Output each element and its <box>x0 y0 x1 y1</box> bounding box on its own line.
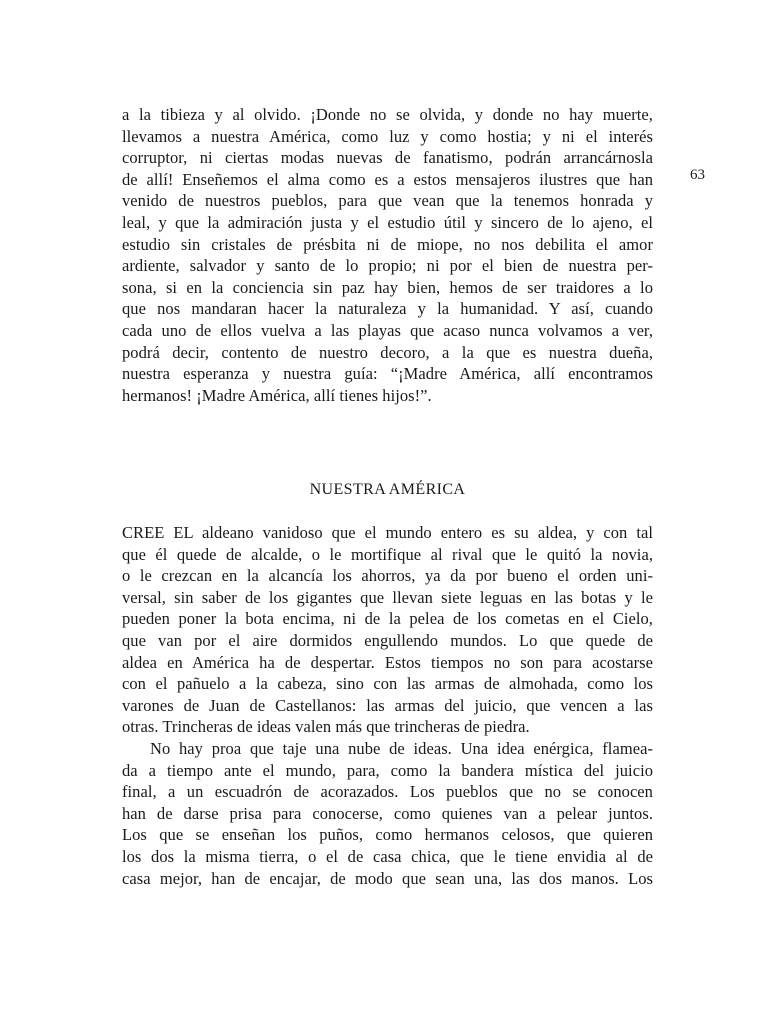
text-line: versal, sin saber de los gigantes que llevan siete leguas en las botas y le <box>122 587 653 607</box>
text-line: con el pañuelo a la cabeza, sino con las armas de almohada, como los <box>122 674 653 694</box>
text-line: otras. Trincheras de ideas valen más que trincheras de piedra. <box>122 717 530 737</box>
section-title: NUESTRA AMÉRICA <box>309 481 466 498</box>
essay-body <box>122 522 653 889</box>
text-line: da a tiempo ante el mundo, para, como la bandera mística del juicio <box>122 760 653 780</box>
page-number: 63 <box>690 167 705 183</box>
text-line: a la tibieza y al olvido. ¡Donde no se olvida, y donde no hay muerte, <box>122 105 653 124</box>
text-line: de allí! Enseñemos el alma como es a estos mensajeros ilustres que han <box>122 169 653 189</box>
text-line: nuestra esperanza y nuestra guía: “¡Madre América, allí encontramos <box>122 364 653 384</box>
text-line: hermanos! ¡Madre América, allí tienes hijos!”. <box>122 385 432 405</box>
text-line: CREE EL aldeano vanidoso que el mundo entero es su aldea, y con tal <box>122 523 653 542</box>
essay-paragraph-1 <box>122 522 653 738</box>
text-line: pueden poner la bota encima, ni de la pelea de los cometas en el Cielo, <box>122 609 653 629</box>
text-line: que él quede de alcalde, o le mortifique al rival que le quitó la novia, <box>122 544 653 564</box>
text-line: No hay proa que taje una nube de ideas. Una idea enérgica, flamea- <box>150 738 653 758</box>
text-line: han de darse prisa para conocerse, como quienes van a pelear juntos. <box>122 803 653 823</box>
text-line: podrá decir, contento de nuestro decoro, a la que es nuestra dueña, <box>122 342 653 362</box>
text-line: los dos la misma tierra, o el de casa chica, que le tiene envidia al de <box>122 846 653 866</box>
text-line: aldea en América ha de despertar. Estos tiempos no son para acostarse <box>122 652 653 672</box>
text-line: Los que se enseñan los puños, como hermanos celosos, que quieren <box>122 825 653 845</box>
text-line: leal, y que la admiración justa y el estudio útil y sincero de lo ajeno, el <box>122 212 653 232</box>
text-line: corruptor, ni ciertas modas nuevas de fanatismo, podrán arrancárnosla <box>122 148 653 168</box>
text-line: final, a un escuadrón de acorazados. Los pueblos que no se conocen <box>122 782 653 802</box>
text-line: cada uno de ellos vuelva a las playas que acaso nunca volvamos a ver, <box>122 320 653 340</box>
text-line: estudio sin cristales de présbita ni de miope, no nos debilita el amor <box>122 234 653 254</box>
text-line: casa mejor, han de encajar, de modo que sean una, las dos manos. Los <box>122 868 653 888</box>
text-line: ardiente, salvador y santo de lo propio; ni por el bien de nuestra per- <box>122 256 653 276</box>
text-line: que nos mandaran hacer la naturaleza y la humanidad. Y así, cuando <box>122 299 653 319</box>
text-line: varones de Juan de Castellanos: las armas del juicio, que vencen a las <box>122 695 653 715</box>
text-line: que van por el aire dormidos engullendo mundos. Lo que quede de <box>122 630 653 650</box>
continuation-paragraph <box>122 104 653 406</box>
essay-paragraph-2 <box>122 738 653 889</box>
text-line: venido de nuestros pueblos, para que vean que la tenemos honrada y <box>122 191 653 211</box>
text-line: o le crezcan en la alcancía los ahorros, ya da por bueno el orden uni- <box>122 566 653 586</box>
text-line: llevamos a nuestra América, como luz y como hostia; y ni el interés <box>122 126 653 146</box>
text-line: sona, si en la conciencia sin paz hay bien, hemos de ser traidores a lo <box>122 277 653 297</box>
